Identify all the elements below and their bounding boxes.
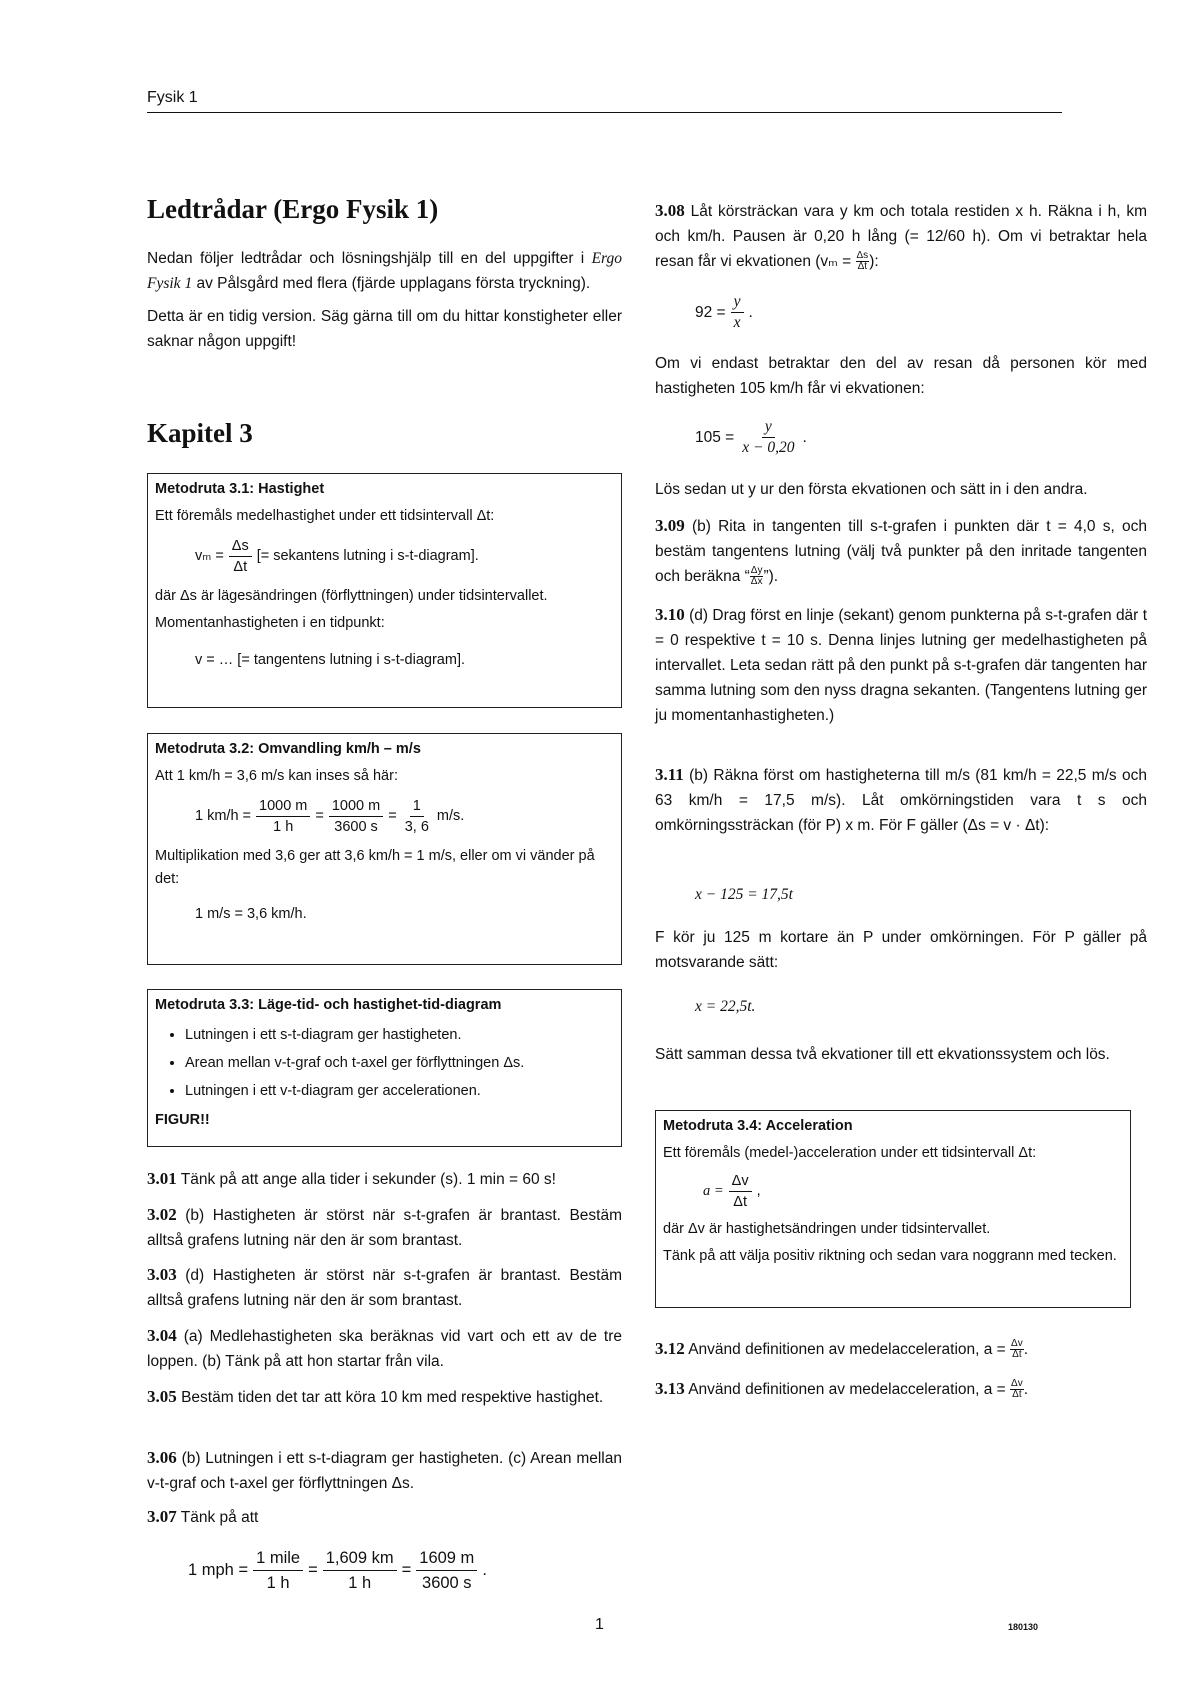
- denominator: x: [733, 314, 741, 331]
- date-code: 180130: [1008, 1622, 1039, 1632]
- equation-92: [695, 292, 1187, 333]
- hint-3-05: [147, 1384, 622, 1410]
- equation-105: [695, 417, 807, 458]
- page-number: 1: [595, 1616, 604, 1633]
- intro-paragraph-2: Detta är en tidig version. Säg gärna till om du hittar konstigheter eller saknar någon uppgift!: [147, 308, 622, 350]
- hint-3-07: [147, 1504, 622, 1530]
- equation: v = … [= tangentens lutning i s-t-diagram].: [195, 652, 465, 668]
- box-text: Tänk på att välja positiv riktning och sedan vara noggrann med tecken.: [663, 1248, 1117, 1264]
- hint-3-06: [147, 1445, 622, 1496]
- equation: 1 m/s = 3,6 km/h.: [195, 906, 307, 922]
- intro-text: Nedan följer ledtrådar och lösningshjälp till en del uppgifter i: [147, 250, 592, 267]
- equals: =: [401, 1561, 412, 1579]
- box-title: Metodruta 3.4: Acceleration: [663, 1118, 853, 1134]
- hint-text: ):: [869, 253, 879, 270]
- eq-end: .: [482, 1561, 487, 1579]
- hint-3-01: [147, 1166, 622, 1192]
- hint-text: Tänk på att ange alla tider i sekunder (s). 1 min = 60 s!: [180, 1171, 556, 1188]
- method-box-3-4: [655, 1110, 1131, 1308]
- denominator: 1 h: [348, 1574, 372, 1592]
- hint-3-08: [655, 198, 1147, 274]
- equation: x − 125 = 17,5t: [695, 886, 793, 903]
- numerator: 1000 m: [256, 796, 310, 817]
- numerator: Δv: [729, 1171, 752, 1192]
- eq-lhs: 92 =: [695, 304, 726, 321]
- denominator: Δt: [1012, 1349, 1022, 1361]
- hint-text: .: [1023, 1341, 1029, 1358]
- figure-note: FIGUR!!: [155, 1112, 210, 1128]
- method-box-3-3: [147, 989, 622, 1147]
- denominator: 3, 6: [404, 819, 429, 835]
- hint-3-04: [147, 1323, 622, 1374]
- numerator: Δv: [1011, 1338, 1023, 1350]
- fraction: [731, 292, 744, 333]
- hint-number: 3.07: [147, 1507, 177, 1526]
- eq-end: .: [748, 304, 753, 321]
- hint-number: 3.09: [655, 516, 685, 535]
- numerator: 1609 m: [416, 1546, 477, 1571]
- fraction: [729, 1171, 752, 1212]
- hint-number: 3.11: [655, 765, 684, 784]
- numerator: Δs: [229, 536, 252, 557]
- hint-number: 3.06: [147, 1448, 177, 1467]
- numerator: y: [762, 417, 775, 438]
- numerator: y: [731, 292, 744, 313]
- hint-text: Sätt samman dessa två ekvationer till ett ekvationssystem och lös.: [655, 1046, 1110, 1063]
- equals: =: [308, 1561, 318, 1579]
- box-title: Metodruta 3.1: Hastighet: [155, 481, 325, 497]
- denominator: 3600 s: [422, 1574, 472, 1592]
- denominator: Δt: [233, 559, 248, 575]
- intro-paragraph-1: [147, 246, 622, 296]
- hint-text: Lös sedan ut y ur den första ekvationen och sätt in i den andra.: [655, 481, 1088, 498]
- box-text: där Δs är lägesändringen (förflyttningen) under tidsintervallet.: [155, 588, 548, 604]
- numerator: Δs: [856, 250, 869, 262]
- denominator: Δt: [857, 261, 868, 273]
- box-text: Momentanhastigheten i en tidpunkt:: [155, 615, 385, 631]
- equals: =: [388, 808, 397, 824]
- fraction: [323, 1546, 397, 1595]
- bullet-list: [155, 1021, 614, 1105]
- list-item: • Lutningen i ett v-t-diagram ger accelerationen.: [185, 1077, 614, 1105]
- hint-number: 3.08: [655, 201, 685, 220]
- denominator: Δx: [750, 576, 763, 588]
- denominator: 3600 s: [334, 819, 378, 835]
- numerator: Δv: [1011, 1378, 1023, 1390]
- denominator: Δt: [733, 1194, 747, 1210]
- numerator: Δy: [750, 565, 763, 577]
- eq-lhs: vₘ =: [195, 548, 224, 564]
- fraction: [739, 417, 797, 458]
- hint-3-10: [655, 602, 1147, 728]
- hint-text: (d) Hastigheten är störst när s-t-grafen är brantast. Bestäm alltså grafens lutning när den är som brantast.: [147, 1267, 623, 1309]
- hint-3-02: [147, 1202, 622, 1253]
- fraction: [253, 1546, 303, 1595]
- eq-lhs: 1 km/h =: [195, 808, 252, 824]
- hint-text: (a) Medlehastigheten ska beräknas vid vart och ett av de tre loppen. (b) Tänk på att hon startar från vila.: [147, 1328, 622, 1370]
- fraction: [402, 796, 432, 837]
- eq-lhs: 105 =: [695, 429, 735, 446]
- hint-text: Använd definitionen av medelacceleration, a =: [688, 1341, 1006, 1358]
- method-box-3-2: [147, 733, 622, 965]
- hint-text: ”).: [763, 568, 779, 585]
- hint-text: .: [1023, 1381, 1029, 1398]
- hint-text: F kör ju 125 m kortare än P under omkörningen. För P gäller på motsvarande sätt:: [655, 929, 1147, 971]
- hint-number: 3.03: [147, 1265, 177, 1284]
- hint-number: 3.04: [147, 1326, 177, 1345]
- small-fraction: [1010, 1379, 1024, 1400]
- eq-lhs: a =: [703, 1183, 724, 1199]
- eq-rhs: [= sekantens lutning i s-t-diagram].: [256, 548, 479, 564]
- hint-number: 3.01: [147, 1169, 177, 1188]
- list-item: • Arean mellan v-t-graf och t-axel ger förflyttningen Δs.: [185, 1049, 614, 1077]
- box-title: Metodruta 3.2: Omvandling km/h – m/s: [155, 741, 421, 757]
- hint-number: 3.05: [147, 1387, 177, 1406]
- numerator: 1,609 km: [323, 1546, 397, 1571]
- equation: [195, 796, 614, 837]
- hint-text: (b) Räkna först om hastigheterna till m/s (81 km/h = 22,5 m/s och 63 km/h = 17,5 m/s). Låt omkörningstiden vara t s och omkörningssträckan (för P) x m. För F gäller (Δs = v · Δt):: [655, 767, 1147, 834]
- box-text: där Δv är hastighetsändringen under tidsintervallet.: [663, 1221, 991, 1237]
- numerator: 1: [410, 796, 424, 817]
- hint-number: 3.12: [655, 1339, 685, 1358]
- hint-text: Om vi endast betraktar den del av resan då personen kör med hastigheten 105 km/h får vi ekvationen:: [655, 355, 1147, 397]
- fraction: [229, 536, 252, 577]
- box-text: Multiplikation med 3,6 ger att 3,6 km/h = 1 m/s, eller om vi vänder på det:: [155, 848, 595, 887]
- running-title: Fysik 1: [147, 89, 198, 106]
- equation: [703, 1171, 1123, 1212]
- intro-text: av Pålsgård med flera (fjärde upplagans första tryckning).: [192, 275, 591, 292]
- book-title: Ergo Fysik 1: [147, 250, 622, 292]
- page-title: Ledtrådar (Ergo Fysik 1): [147, 194, 439, 224]
- numerator: 1 mile: [253, 1546, 303, 1571]
- fraction: [329, 796, 383, 837]
- denominator: x − 0,20: [742, 439, 795, 456]
- fraction: [416, 1546, 477, 1595]
- numerator: 1000 m: [329, 796, 383, 817]
- hint-3-12: [655, 1336, 1147, 1362]
- list-item: • Lutningen i ett s-t-diagram ger hastigheten.: [185, 1021, 614, 1049]
- header-rule: [147, 112, 1062, 113]
- denominator: Δt: [1012, 1389, 1022, 1401]
- hint-number: 3.10: [655, 605, 685, 624]
- equation: x = 22,5t.: [695, 998, 756, 1015]
- equation: [195, 536, 614, 577]
- hint-text: (b) Rita in tangenten till s-t-grafen i punkten där t = 4,0 s, och bestäm tangentens lutning (välj två punkter på den inritade tangenten och beräkna “: [655, 518, 1147, 585]
- eq-lhs: 1 mph =: [188, 1561, 249, 1579]
- hint-3-09: [655, 513, 1147, 589]
- hint-number: 3.02: [147, 1205, 177, 1224]
- hint-number: 3.13: [655, 1379, 685, 1398]
- eq-end: .: [802, 429, 807, 446]
- small-fraction: [750, 566, 764, 587]
- denominator: 1 h: [273, 819, 294, 835]
- box-title: Metodruta 3.3: Läge-tid- och hastighet-tid-diagram: [155, 997, 502, 1013]
- intro: [147, 246, 622, 354]
- denominator: 1 h: [266, 1574, 290, 1592]
- hint-text: (b) Hastigheten är störst när s-t-grafen är brantast. Bestäm alltså grafens lutning när den är som brantast.: [147, 1207, 623, 1249]
- hint-3-03: [147, 1262, 622, 1313]
- box-text: Att 1 km/h = 3,6 m/s kan inses så här:: [155, 768, 398, 784]
- eq-end: ,: [756, 1183, 761, 1199]
- fraction: [256, 796, 310, 837]
- box-text: Ett föremåls (medel-)acceleration under ett tidsintervall Δt:: [663, 1145, 1037, 1161]
- small-fraction: [856, 251, 870, 272]
- hint-3-13: [655, 1376, 1147, 1402]
- eq-rhs: m/s.: [436, 808, 465, 824]
- hint-3-11: [655, 762, 1147, 838]
- hint-text: (b) Lutningen i ett s-t-diagram ger hastigheten. (c) Arean mellan v-t-graf och t-axel ger förflyttningen Δs.: [147, 1450, 622, 1492]
- equals: =: [315, 808, 324, 824]
- chapter-heading: Kapitel 3: [147, 418, 253, 448]
- hint-text: (d) Drag först en linje (sekant) genom punkterna på s-t-grafen där t = 0 respektive t = 10 s. Denna linjes lutning ger medelhastigheten på intervallet. Leta sedan rätt på den punkt på s-t-grafen där tangenten har samma lutning som den nyss dragna sekanten. (Tangentens lutning ger ju momentanhastigheten.): [655, 607, 1147, 724]
- equation-3-07: [188, 1546, 487, 1595]
- hint-text: Bestäm tiden det tar att köra 10 km med respektive hastighet.: [181, 1389, 604, 1406]
- box-text: Ett föremåls medelhastighet under ett tidsintervall Δt:: [155, 508, 495, 524]
- hint-text: Tänk på att: [180, 1509, 259, 1526]
- small-fraction: [1010, 1339, 1024, 1360]
- hint-text: Låt körsträckan vara y km och totala restiden x h. Räkna i h, km och km/h. Pausen är 0,20 h lång (= 12/60 h). Om vi betraktar hela resan får vi ekvationen (vₘ =: [655, 203, 1147, 270]
- hint-text: Använd definitionen av medelacceleration, a =: [688, 1381, 1006, 1398]
- method-box-3-1: [147, 473, 622, 708]
